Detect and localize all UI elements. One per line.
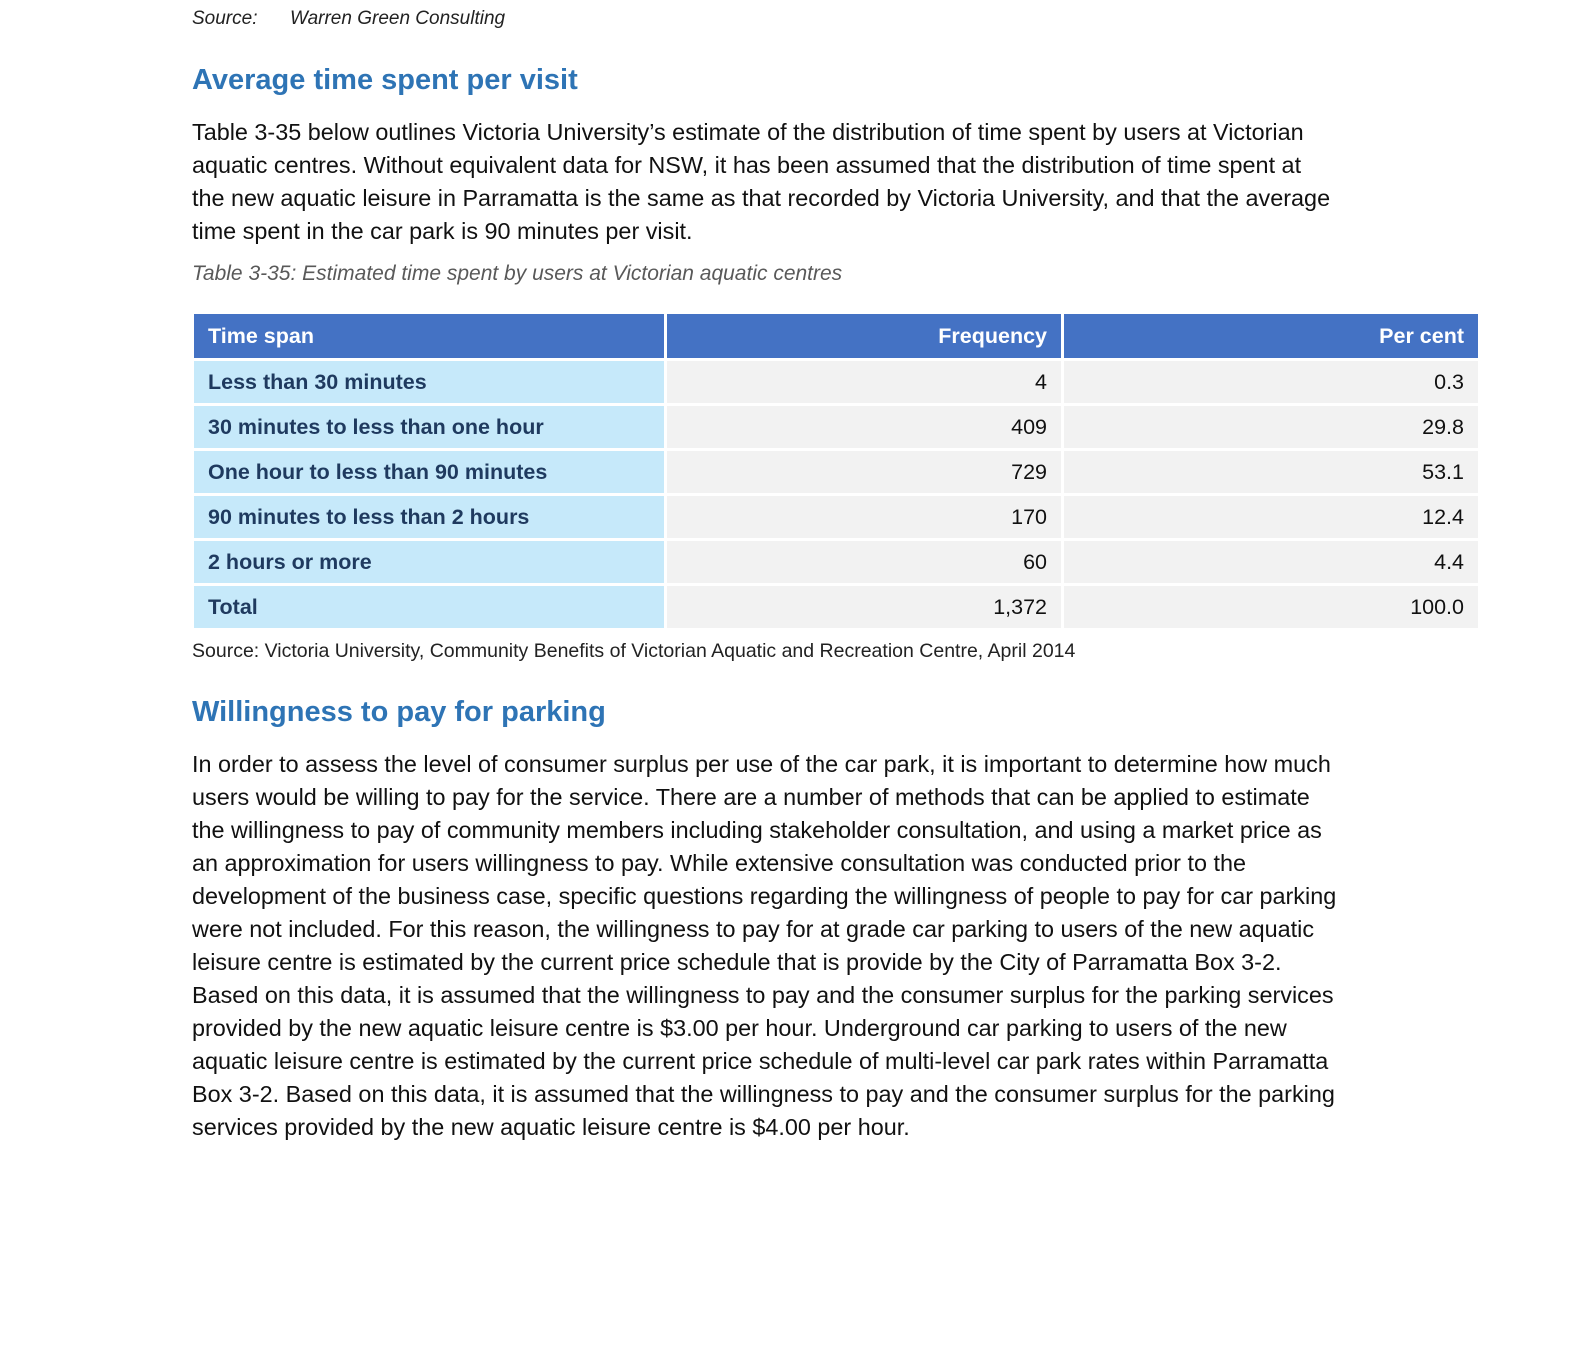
cell-time-span: 2 hours or more bbox=[194, 541, 664, 583]
header-frequency: Frequency bbox=[667, 314, 1061, 358]
paragraph-line: the new aquatic leisure in Parramatta is the same as that recorded by Victoria University, and that the average bbox=[192, 185, 1331, 211]
cell-time-span: Total bbox=[194, 586, 664, 628]
section-heading-average-time: Average time spent per visit bbox=[192, 64, 578, 96]
cell-time-span: 90 minutes to less than 2 hours bbox=[194, 496, 664, 538]
table-source-note: Source: Victoria University, Community Benefits of Victorian Aquatic and Recreation Centre, April 2014 bbox=[192, 640, 1076, 662]
table-caption: Table 3-35: Estimated time spent by users at Victorian aquatic centres bbox=[192, 262, 843, 285]
paragraph-line: the willingness to pay of community members including stakeholder consultation, and using a market price as bbox=[192, 817, 1322, 843]
paragraph-line: aquatic leisure centre is estimated by the current price schedule of multi-level car park rates within Parramatta bbox=[192, 1048, 1329, 1074]
section2-paragraph bbox=[192, 748, 1422, 1144]
header-per-cent: Per cent bbox=[1064, 314, 1478, 358]
cell-per-cent: 0.3 bbox=[1064, 361, 1478, 403]
cell-frequency: 60 bbox=[667, 541, 1061, 583]
cell-frequency: 4 bbox=[667, 361, 1061, 403]
paragraph-line: development of the business case, specific questions regarding the willingness of people to pay for car parking bbox=[192, 883, 1337, 909]
section1-paragraph bbox=[192, 116, 1422, 248]
paragraph-line: aquatic centres. Without equivalent data for NSW, it has been assumed that the distribution of time spent at bbox=[192, 152, 1302, 178]
table-row bbox=[194, 451, 1478, 493]
cell-frequency: 729 bbox=[667, 451, 1061, 493]
table-total-row bbox=[194, 586, 1478, 628]
paragraph-line: Table 3-35 below outlines Victoria University’s estimate of the distribution of time spent by users at Victorian bbox=[192, 119, 1304, 145]
cell-frequency: 170 bbox=[667, 496, 1061, 538]
header-time-span: Time span bbox=[194, 314, 664, 358]
table-header-row bbox=[194, 314, 1478, 358]
cell-per-cent: 12.4 bbox=[1064, 496, 1478, 538]
paragraph-line: provided by the new aquatic leisure centre is $3.00 per hour. Underground car parking to users of the new bbox=[192, 1015, 1287, 1041]
cell-time-span: 30 minutes to less than one hour bbox=[194, 406, 664, 448]
section-heading-willingness-to-pay: Willingness to pay for parking bbox=[192, 696, 606, 728]
table-row bbox=[194, 406, 1478, 448]
top-source-label: Source: bbox=[192, 8, 258, 29]
table-row bbox=[194, 361, 1478, 403]
cell-per-cent: 53.1 bbox=[1064, 451, 1478, 493]
table-row bbox=[194, 541, 1478, 583]
paragraph-line: time spent in the car park is 90 minutes per visit. bbox=[192, 218, 693, 244]
paragraph-line: In order to assess the level of consumer surplus per use of the car park, it is important to determine how much bbox=[192, 751, 1331, 777]
paragraph-line: leisure centre is estimated by the current price schedule that is provide by the City of Parramatta Box 3-2. bbox=[192, 949, 1282, 975]
cell-time-span: One hour to less than 90 minutes bbox=[194, 451, 664, 493]
top-source-note bbox=[192, 8, 505, 30]
table-row bbox=[194, 496, 1478, 538]
paragraph-line: services provided by the new aquatic leisure centre is $4.00 per hour. bbox=[192, 1114, 910, 1140]
paragraph-line: Box 3-2. Based on this data, it is assumed that the willingness to pay and the consumer surplus for the parking bbox=[192, 1081, 1335, 1107]
cell-per-cent: 29.8 bbox=[1064, 406, 1478, 448]
cell-time-span: Less than 30 minutes bbox=[194, 361, 664, 403]
cell-frequency: 409 bbox=[667, 406, 1061, 448]
top-source-value: Warren Green Consulting bbox=[290, 8, 506, 29]
paragraph-line: an approximation for users willingness to pay. While extensive consultation was conducted prior to the bbox=[192, 850, 1246, 876]
cell-frequency: 1,372 bbox=[667, 586, 1061, 628]
time-spent-table bbox=[191, 311, 1481, 631]
paragraph-line: users would be willing to pay for the service. There are a number of methods that can be applied to estimate bbox=[192, 784, 1310, 810]
paragraph-line: were not included. For this reason, the willingness to pay for at grade car parking to users of the new aquatic bbox=[192, 916, 1315, 942]
paragraph-line: Based on this data, it is assumed that the willingness to pay and the consumer surplus for the parking services bbox=[192, 982, 1334, 1008]
cell-per-cent: 100.0 bbox=[1064, 586, 1478, 628]
cell-per-cent: 4.4 bbox=[1064, 541, 1478, 583]
